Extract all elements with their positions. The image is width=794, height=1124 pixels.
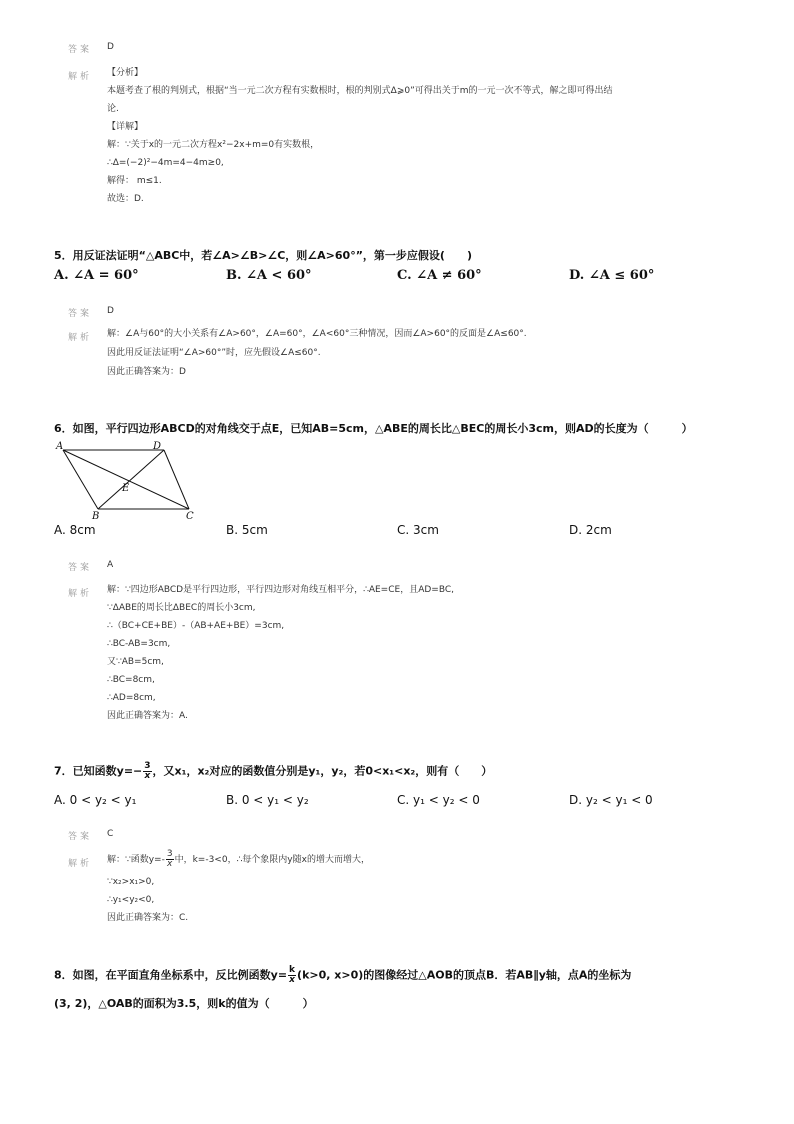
option-d: D. 2cm [569, 523, 612, 537]
stem-text: ，又x₁，x₂对应的函数值分别是y₁，y₂，若0<x₁<x₂，则有（ ） [152, 764, 493, 778]
parallelogram-figure [54, 438, 214, 522]
analysis-line: 因此正确答案为：A. [107, 711, 188, 721]
stem-text: 7．已知函数y=− [54, 764, 143, 778]
question-6-stem: 6．如图，平行四边形ABCD的对角线交于点E，已知AB=5cm，△ABE的周长比△BEC的周长小3cm，则AD的长度为（ ） [54, 422, 693, 435]
answer-label: 答案 [68, 563, 93, 573]
vertex-a-label: A [56, 441, 64, 452]
analysis-line: 解：∵函数y=- $\frac{3}{x}$ 中，k=-3<0，∴每个象限内y随x的增大而增大， [107, 849, 370, 869]
analysis-line: ∴AD=8cm, [107, 693, 156, 703]
analysis-line: 因此用反证法证明“∠A>60°”时，应先假设∠A≤60°. [107, 348, 321, 358]
analysis-line: ∵x₂>x₁>0, [107, 877, 155, 887]
answer-label: 答案 [68, 309, 93, 319]
option-a: A. ∠A = 60° [54, 268, 139, 283]
fraction: $\frac{3}{x}$ [144, 761, 151, 781]
analysis-line: 解：∵四边形ABCD是平行四边形，平行四边形对角线互相平分，∴AE=CE，且AD=BC, [107, 585, 454, 595]
option-c: C. y₁ < y₂ < 0 [397, 793, 480, 807]
analysis-line: ∴BC=8cm, [107, 675, 155, 685]
fraction: $\frac{k}{x}$ [289, 965, 296, 985]
analysis-line: ∴Δ=(−2)²−4m=4−4m≥0, [107, 158, 224, 168]
analysis-label: 解析 [68, 72, 93, 82]
analysis-line: 【分析】 [107, 68, 144, 78]
analysis-line: ∴（BC+CE+BE）-（AB+AE+BE）=3cm, [107, 621, 285, 631]
option-c: C. ∠A ≠ 60° [397, 268, 482, 283]
analysis-line: 本题考查了根的判别式，根据“当一元二次方程有实数根时，根的判别式Δ⩾0”可得出关于m的一元一次不等式，解之即可得出结 [107, 86, 613, 96]
analysis-line: 解：∠A与60°的大小关系有∠A>60°，∠A=60°，∠A<60°三种情况，因而∠A>60°的反面是∠A≤60°. [107, 329, 527, 339]
answer-value: A [107, 560, 114, 570]
diagonal-bd [98, 450, 164, 509]
answer-value: D [107, 42, 114, 52]
vertex-b-label: B [92, 511, 100, 522]
option-a: A. 8cm [54, 523, 96, 537]
analysis-line: ∵ΔABE的周长比ΔBEC的周长小3cm, [107, 603, 256, 613]
question-5-stem: 5．用反证法证明“△ABC中，若∠A>∠B>∠C，则∠A>60°”，第一步应假设( ) [54, 249, 472, 262]
point-e-label: E [122, 483, 130, 494]
option-b: B. 0 < y₁ < y₂ [226, 793, 309, 807]
option-c: C. 3cm [397, 523, 439, 537]
stem-text: (k>0, x>0)的图像经过△AOB的顶点B．若AB∥y轴，点A的坐标为 [297, 968, 632, 982]
option-b: B. 5cm [226, 523, 268, 537]
analysis-line: 【详解】 [107, 122, 144, 132]
analysis-label: 解析 [68, 859, 93, 869]
edge-ba [63, 450, 98, 509]
answer-label: 答案 [68, 45, 93, 55]
analysis-line: ∴y₁<y₂<0, [107, 895, 155, 905]
vertex-c-label: C [186, 511, 194, 522]
analysis-label: 解析 [68, 333, 93, 343]
analysis-label: 解析 [68, 589, 93, 599]
stem-text: 8．如图，在平面直角坐标系中，反比例函数y= [54, 968, 288, 982]
edge-dc [164, 450, 189, 509]
option-a: A. 0 < y₂ < y₁ [54, 793, 137, 807]
answer-value: D [107, 306, 114, 316]
analysis-line: ∴BC-AB=3cm, [107, 639, 171, 649]
analysis-line: 因此正确答案为：C. [107, 913, 189, 923]
analysis-line: 解：∵关于x的一元二次方程x²−2x+m=0有实数根， [107, 140, 320, 150]
analysis-line: 又∵AB=5cm, [107, 657, 164, 667]
answer-label: 答案 [68, 832, 93, 842]
analysis-line: 故选：D. [107, 194, 144, 204]
question-7-stem [54, 762, 492, 781]
diagonal-ac [63, 450, 189, 509]
option-d: D. ∠A ≤ 60° [569, 268, 655, 283]
analysis-line: 解得： m≤1. [107, 176, 162, 186]
analysis-line: 因此正确答案为：D [107, 367, 186, 377]
answer-value: C [107, 829, 114, 839]
vertex-d-label: D [153, 441, 162, 452]
question-8-stem-line2: (3, 2)，△OAB的面积为3.5，则k的值为（ ） [54, 997, 314, 1010]
question-8-stem [54, 966, 631, 985]
analysis-line: 论. [107, 104, 119, 114]
fraction: $\frac{3}{x}$ [166, 849, 173, 869]
option-b: B. ∠A < 60° [226, 268, 312, 283]
option-d: D. y₂ < y₁ < 0 [569, 793, 653, 807]
